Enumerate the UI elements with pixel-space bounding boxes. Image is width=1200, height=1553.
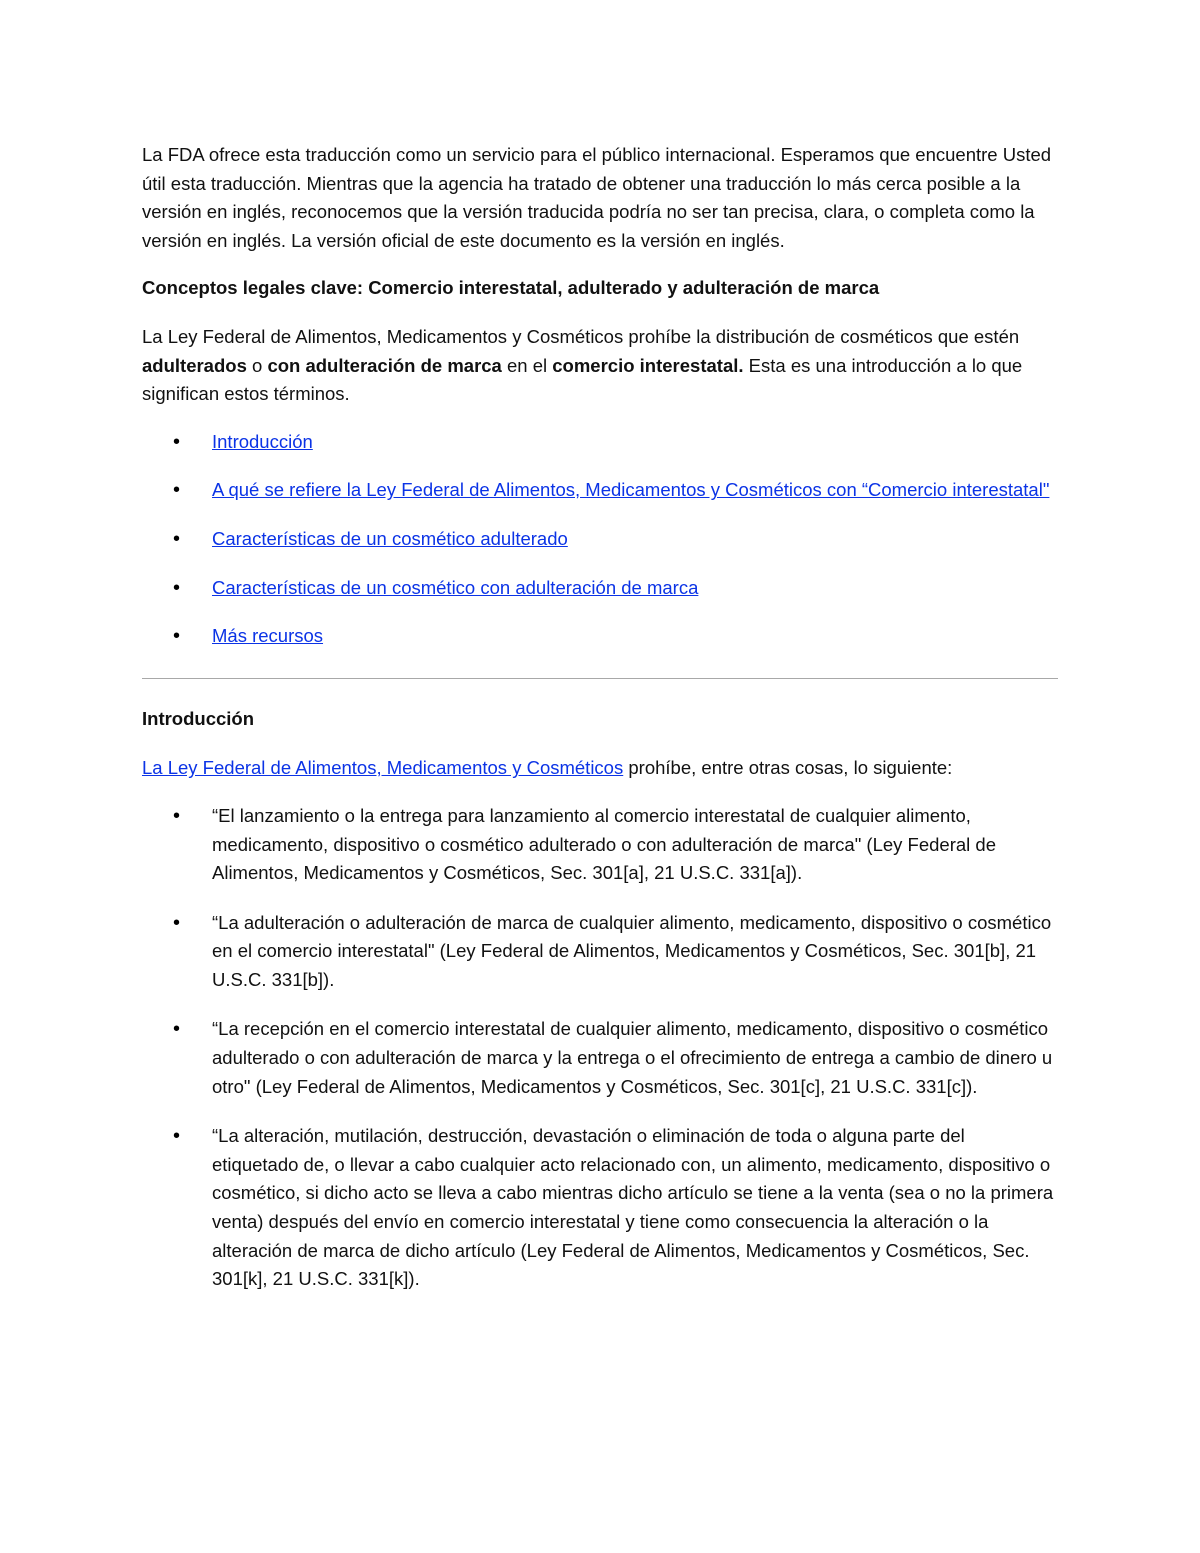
toc-item [142,622,1060,651]
document-page [142,141,1060,1315]
table-of-contents [142,428,1060,651]
section-divider [142,678,1058,679]
term-comercio-interestatal: comercio interestatal. [552,354,744,376]
term-adulteracion-marca: con adulteración de marca [267,354,502,376]
toc-link-introduccion[interactable]: Introducción [212,430,313,452]
law-paragraph [142,323,1060,409]
toc-item [142,574,1060,603]
law-text-2: o [246,354,268,376]
list-item: • “La recepción en el comercio interestatal de cualquier alimento, medicamento, dispositivo o cosmético adulterado o con adulteración de marca y la entrega o el ofrecimiento de entrega a cambio de dinero u otro" (Ley Federal de Alimentos, Medicamentos y Cosméticos, Sec. 301[c], 21 U.S.C. 331[c]). [142,1015,1060,1101]
list-item: • “El lanzamiento o la entrega para lanzamiento al comercio interestatal de cualquier alimento, medicamento, dispositivo o cosmético adulterado o con adulteración de marca" (Ley Federal de Alimentos, Medicamentos y Cosméticos, Sec. 301[a], 21 U.S.C. 331[a]). [142,802,1060,888]
term-adulterados: adulterados [142,354,247,376]
intro-lead [142,754,1060,783]
law-text-3: en el [501,354,553,376]
law-text-1: La Ley Federal de Alimentos, Medicamentos y Cosméticos prohíbe la distribución de cosméticos que estén [142,325,1020,347]
toc-item [142,428,1060,457]
list-item: • “La adulteración o adulteración de marca de cualquier alimento, medicamento, dispositivo o cosmético en el comercio interestatal" (Ley Federal de Alimentos, Medicamentos y Cosméticos, Sec. 301[b], 21 U.S.C. 331[b]). [142,909,1060,995]
prohibited-acts-list [142,802,1060,1294]
toc-link-mas-recursos[interactable]: Más recursos [212,625,324,647]
intro-heading: Introducción [142,707,255,729]
section-title: Conceptos legales clave: Comercio interestatal, adulterado y adulteración de marca [142,277,880,299]
translation-disclaimer: La FDA ofrece esta traducción como un servicio para el público internacional. Esperamos que encuentre Usted útil esta traducción. Mientras que la agencia ha tratado de obtener una traducción lo más cerca posible a la versión en inglés, reconocemos que la versión traducida podría no ser tan precisa, clara, o completa como la versión en inglés. La versión oficial de este documento es la versión en inglés. [142,144,1052,251]
intro-lead-text: prohíbe, entre otras cosas, lo siguiente: [623,757,953,779]
toc-link-comercio-interestatal[interactable]: A qué se refiere la Ley Federal de Alimentos, Medicamentos y Cosméticos con “Comercio interestatal" [212,479,1050,501]
toc-link-adulteracion-marca[interactable]: Características de un cosmético con adulteración de marca [212,576,699,598]
law-text-4: Esta es una introducción a lo que significan estos términos. [142,354,1023,405]
law-link[interactable]: La Ley Federal de Alimentos, Medicamentos y Cosméticos [142,757,624,779]
toc-item [142,476,1060,505]
list-item: • “La alteración, mutilación, destrucción, devastación o eliminación de toda o alguna parte del etiquetado de, o llevar a cabo cualquier acto relacionado con, un alimento, medicamento, dispositivo o cosmético, si dicho acto se lleva a cabo mientras dicho artículo se tiene a la venta (sea o no la primera venta) después del envío en comercio interestatal y tiene como consecuencia la alteración o la alteración de marca de dicho artículo (Ley Federal de Alimentos, Medicamentos y Cosméticos, Sec. 301[k], 21 U.S.C. 331[k]). [142,1122,1060,1294]
toc-item [142,525,1060,554]
toc-link-cosmetico-adulterado[interactable]: Características de un cosmético adulterado [212,527,568,549]
